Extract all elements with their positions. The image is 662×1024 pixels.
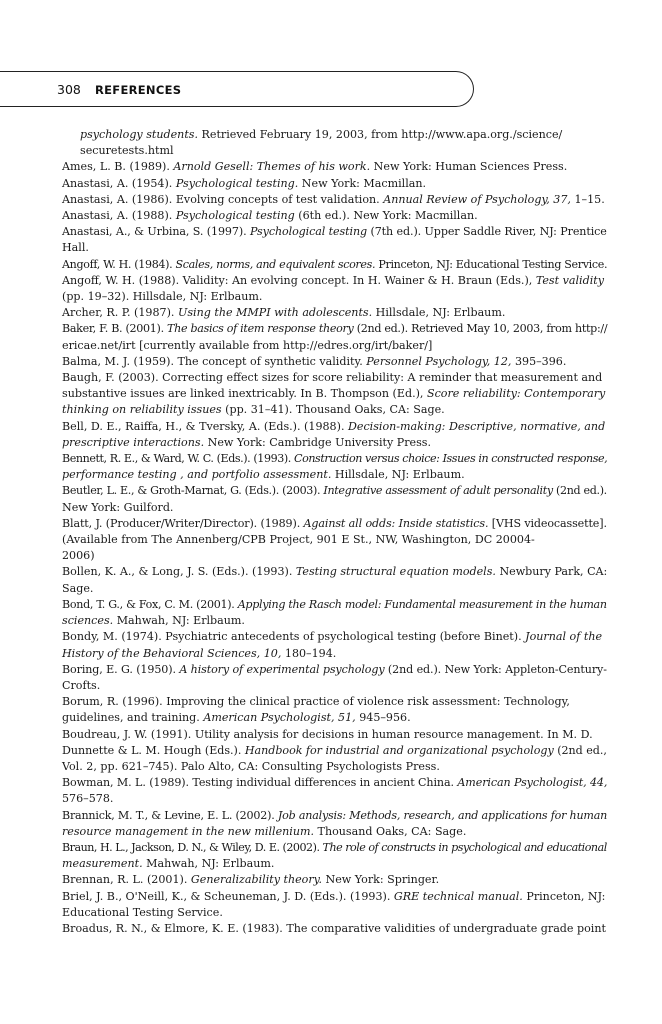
reference-title: Personnel Psychology, 12, — [366, 354, 512, 368]
reference-line — [62, 662, 607, 678]
reference-entry — [62, 224, 607, 256]
reference-line — [62, 419, 607, 435]
reference-text: Anastasi, A., & Urbina, S. (1997). — [62, 225, 250, 239]
reference-line — [62, 532, 607, 548]
reference-text: Anastasi, A. (1954). — [62, 176, 176, 190]
reference-line — [62, 483, 607, 499]
reference-line — [62, 224, 607, 240]
reference-line — [62, 872, 607, 888]
reference-text: Bennett, R. E., & Ward, W. C. (Eds.). (1993). — [62, 452, 294, 466]
reference-line — [62, 597, 607, 613]
reference-text: (6th ed.). New York: Macmillan. — [294, 209, 478, 223]
reference-line — [80, 127, 607, 143]
reference-text: Bondy, M. (1974). Psychiatric antecedents of psychological testing (before Binet). — [62, 630, 526, 644]
reference-title: A history of experimental psychology — [179, 662, 385, 676]
reference-text: Brannick, M. T., & Levine, E. L. (2002). — [62, 808, 278, 822]
reference-line — [62, 176, 607, 192]
reference-line — [62, 710, 607, 726]
reference-text: (2nd ed., — [553, 743, 607, 757]
reference-text: Beutler, L. E., & Groth-Marnat, G. (Eds.). (2003). — [62, 484, 324, 498]
reference-text: Angoff, W. H. (1988). Validity: An evolving concept. In H. Wainer & H. Braun (Eds.), — [62, 273, 536, 287]
reference-text: Vol. 2, pp. 621–745). Palo Alto, CA: Consulting Psychologists Press. — [62, 759, 440, 773]
reference-line — [62, 808, 608, 824]
reference-text: (2nd ed.). Retrieved May 10, 2003, from http:// — [353, 322, 608, 336]
reference-line — [62, 370, 607, 386]
reference-text: (2nd ed.). New York: Appleton-Century- — [384, 662, 607, 676]
reference-line — [62, 354, 607, 370]
reference-entry — [62, 516, 607, 565]
reference-text: Dunnette & L. M. Hough (Eds.). — [62, 743, 245, 757]
reference-line — [62, 386, 607, 402]
reference-line — [62, 548, 607, 564]
reference-entry — [62, 305, 607, 321]
reference-entry — [62, 889, 607, 921]
reference-title: Psychological testing — [249, 225, 368, 239]
reference-line — [62, 321, 608, 337]
reference-text: Crofts. — [62, 678, 101, 692]
reference-text: New York: Guilford. — [62, 500, 174, 514]
reference-text: Baugh, F. (2003). Correcting effect sizes for score reliability: A reminder that measurement and — [62, 371, 603, 385]
reference-entry — [62, 370, 607, 419]
reference-line — [62, 791, 607, 807]
reference-entry — [62, 808, 607, 840]
reference-line — [62, 451, 608, 467]
reference-title: resource management in the new millenium. — [62, 824, 315, 838]
reference-text: 180–194. — [281, 646, 337, 660]
reference-text: 1–15. — [570, 192, 605, 206]
reference-text: New York: Cambridge University Press. — [204, 435, 432, 449]
reference-title: Integrative assessment of adult personality — [323, 484, 553, 498]
reference-text: Archer, R. P. (1987). — [62, 306, 178, 320]
reference-text: Anastasi, A. (1986). Evolving concepts of test validation. — [62, 192, 384, 206]
reference-text: Educational Testing Service. — [62, 905, 223, 919]
reference-text: Mahwah, NJ: Erlbaum. — [113, 614, 245, 628]
reference-text: Bowman, M. L. (1989). Testing individual differences in ancient China. — [62, 776, 458, 790]
reference-entry — [62, 629, 607, 661]
reference-line — [62, 192, 607, 208]
reference-line — [62, 678, 607, 694]
reference-text: Retrieved February 19, 2003, from http://www.apa.org./science/ — [198, 128, 563, 141]
reference-text: Thousand Oaks, CA: Sage. — [314, 824, 467, 838]
reference-text: (7th ed.). Upper Saddle River, NJ: Prentice — [367, 225, 607, 239]
reference-line — [62, 402, 607, 418]
reference-title: Job analysis: Methods, research, and applications for human — [277, 808, 608, 822]
reference-text: Sage. — [62, 581, 94, 595]
reference-text: Hillsdale, NJ: Erlbaum. — [331, 468, 465, 482]
reference-title: Journal of the — [525, 630, 603, 644]
reference-line — [62, 727, 607, 743]
reference-entry — [62, 775, 607, 807]
reference-entry — [62, 840, 607, 872]
reference-line — [62, 581, 607, 597]
reference-line — [62, 613, 607, 629]
reference-entry — [62, 872, 607, 888]
reference-line — [62, 338, 607, 354]
reference-title: psychology students. — [80, 128, 199, 141]
reference-title: Using the MMPI with adolescents. — [178, 306, 373, 320]
reference-title: The role of constructs in psychological and educational — [322, 840, 607, 854]
reference-title: performance testing , and portfolio assessment. — [62, 468, 332, 482]
reference-text: Briel, J. B., O'Neill, K., & Scheuneman, J. D. (Eds.). (1993). — [62, 889, 394, 903]
reference-text: ericae.net/irt [currently available from http://edres.org/irt/baker/] — [62, 338, 433, 352]
reference-text: Anastasi, A. (1988). — [62, 209, 176, 223]
reference-text: Ames, L. B. (1989). — [62, 160, 174, 174]
reference-title: prescriptive interactions. — [62, 435, 205, 449]
reference-line — [62, 273, 607, 289]
reference-entry — [62, 921, 607, 937]
reference-line — [62, 467, 607, 483]
reference-title: American Psychologist, 51, — [203, 711, 356, 725]
reference-title: Generalizability theory. — [190, 873, 322, 887]
reference-text: 945–956. — [355, 711, 411, 725]
reference-line — [62, 257, 608, 273]
reference-text: Mahwah, NJ: Erlbaum. — [142, 857, 275, 871]
reference-line — [62, 305, 607, 321]
reference-entry — [62, 257, 607, 273]
reference-title: Psychological testing — [175, 209, 295, 223]
reference-line — [62, 516, 607, 532]
reference-line — [62, 240, 607, 256]
reference-title: thinking on reliability issues — [62, 403, 222, 417]
page-number: 308 — [57, 82, 81, 97]
reference-text: Princeton, NJ: — [522, 889, 606, 903]
reference-line — [62, 159, 607, 175]
reference-line — [62, 743, 607, 759]
reference-title: The basics of item response theory — [167, 322, 354, 336]
reference-entry — [62, 321, 607, 353]
reference-entry — [62, 483, 607, 515]
reference-text: Baker, F. B. (2001). — [62, 322, 168, 336]
reference-title: Annual Review of Psychology, 37, — [383, 192, 571, 206]
reference-text: Newbury Park, CA: — [495, 565, 608, 579]
reference-entry — [62, 127, 607, 159]
reference-entry — [62, 176, 607, 192]
reference-entry — [62, 662, 607, 694]
reference-entry — [62, 192, 607, 208]
reference-text: Boudreau, J. W. (1991). Utility analysis for decisions in human resource management. In M. D. — [62, 727, 593, 741]
reference-text: Bollen, K. A., & Long, J. S. (Eds.). (1993). — [62, 565, 296, 579]
reference-text: Broadus, R. N., & Elmore, K. E. (1983). The comparative validities of undergraduate grade point — [62, 921, 606, 935]
reference-title: Scales, norms, and equivalent scores. — [175, 257, 376, 271]
reference-text: New York: Springer. — [321, 873, 440, 887]
reference-line — [62, 759, 607, 775]
reference-text: Boring, E. G. (1950). — [62, 662, 180, 676]
reference-text: Bond, T. G., & Fox, C. M. (2001). — [62, 597, 238, 611]
reference-text: 2006) — [62, 549, 95, 563]
reference-entry — [62, 564, 607, 596]
reference-line — [62, 889, 607, 905]
reference-entry — [62, 273, 607, 305]
reference-text: (pp. 19–32). Hillsdale, NJ: Erlbaum. — [62, 290, 263, 304]
reference-text: Hall. — [62, 241, 89, 255]
running-head: REFERENCES — [95, 83, 182, 97]
reference-text: New York: Human Sciences Press. — [370, 160, 568, 174]
reference-title: Arnold Gesell: Themes of his work. — [173, 160, 371, 174]
reference-line — [62, 500, 607, 516]
reference-entry — [62, 451, 607, 483]
reference-text: guidelines, and training. — [62, 711, 204, 725]
reference-text: Blatt, J. (Producer/Writer/Director). (1989). — [62, 516, 304, 530]
reference-text: 395–396. — [511, 354, 567, 368]
reference-line — [62, 629, 607, 645]
reference-entry — [62, 208, 607, 224]
reference-title: Applying the Rasch model: Fundamental measurement in the human — [237, 597, 607, 611]
reference-title: measurement. — [62, 857, 143, 871]
reference-text: Angoff, W. H. (1984). — [62, 257, 176, 271]
reference-entry — [62, 727, 607, 776]
reference-title: Score reliability: Contemporary — [426, 387, 606, 401]
reference-title: sciences. — [62, 614, 114, 628]
reference-title: GRE technical manual. — [393, 889, 523, 903]
reference-title: Testing structural equation models. — [295, 565, 496, 579]
reference-title: Decision-making: Descriptive, normative, and — [348, 419, 606, 433]
reference-text: Brennan, R. L. (2001). — [62, 873, 191, 887]
reference-line — [62, 840, 607, 856]
reference-line — [80, 143, 607, 159]
reference-text: Borum, R. (1996). Improving the clinical practice of violence risk assessment: Technology, — [62, 695, 570, 709]
reference-title: Psychological testing. — [175, 176, 299, 190]
reference-text: substantive issues are linked inextricably. In B. Thompson (Ed.), — [62, 387, 427, 401]
reference-line — [62, 646, 607, 662]
reference-line — [62, 824, 607, 840]
reference-list — [62, 127, 607, 937]
reference-entry — [62, 159, 607, 175]
reference-text: (Available from The Annenberg/CPB Project, 901 E St., NW, Washington, DC 20004- — [62, 533, 535, 547]
reference-entry — [62, 694, 607, 726]
reference-line — [62, 208, 607, 224]
reference-text: (pp. 31–41). Thousand Oaks, CA: Sage. — [221, 403, 445, 417]
reference-line — [62, 905, 607, 921]
reference-title: History of the Behavioral Sciences, 10, — [62, 646, 282, 660]
reference-entry — [62, 597, 607, 629]
reference-text: (2nd ed.). — [552, 484, 607, 498]
reference-entry — [62, 419, 607, 451]
reference-line — [62, 775, 608, 791]
reference-text: [VHS videocassette]. — [488, 516, 607, 530]
reference-text: Braun, H. L., Jackson, D. N., & Wiley, D. E. (2002). — [62, 840, 323, 854]
reference-line — [62, 289, 607, 305]
reference-text: Balma, M. J. (1959). The concept of synthetic validity. — [62, 354, 367, 368]
reference-line — [62, 564, 608, 580]
reference-text: Princeton, NJ: Educational Testing Service. — [375, 257, 608, 271]
reference-text: Bell, D. E., Raiffa, H., & Tversky, A. (Eds.). (1988). — [62, 419, 348, 433]
reference-line — [62, 694, 607, 710]
reference-text: Hillsdale, NJ: Erlbaum. — [372, 306, 506, 320]
reference-title: American Psychologist, 44, — [457, 776, 608, 790]
reference-text: 576–578. — [62, 792, 114, 806]
reference-line — [62, 435, 607, 451]
reference-entry — [62, 354, 607, 370]
reference-line — [62, 856, 607, 872]
reference-title: Handbook for industrial and organizational psychology — [244, 743, 554, 757]
reference-text: New York: Macmillan. — [298, 176, 427, 190]
reference-line — [62, 921, 607, 937]
reference-title: Construction versus choice: Issues in constructed response, — [294, 452, 608, 466]
reference-title: Against all odds: Inside statistics. — [303, 516, 489, 530]
reference-text: securetests.html — [80, 144, 174, 158]
reference-title: Test validity — [535, 273, 604, 287]
